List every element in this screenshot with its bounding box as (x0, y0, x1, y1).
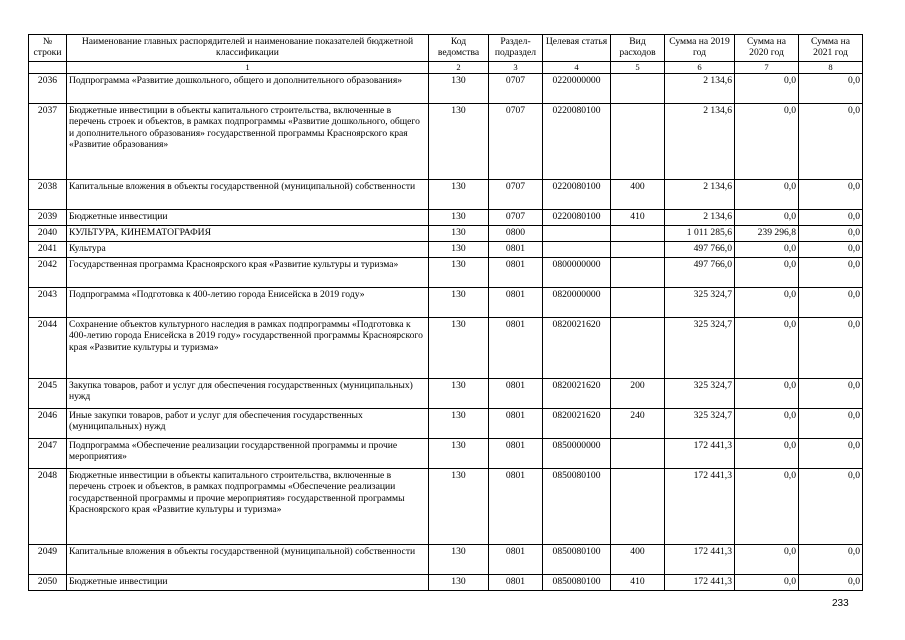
section-code: 0801 (489, 469, 543, 545)
row-number: 2045 (29, 379, 67, 409)
sum-2019: 172 441,3 (665, 575, 735, 591)
target-article: 0800000000 (543, 258, 611, 288)
row-number: 2042 (29, 258, 67, 288)
header-department-code: Код ведомства (429, 35, 489, 62)
sum-2021: 0,0 (799, 318, 863, 379)
department-code: 130 (429, 545, 489, 575)
sum-2020: 0,0 (735, 575, 799, 591)
header-section: Раздел-подраздел (489, 35, 543, 62)
row-number: 2041 (29, 242, 67, 258)
sum-2020: 0,0 (735, 242, 799, 258)
table-row (29, 258, 863, 288)
table-row (29, 210, 863, 226)
department-code: 130 (429, 575, 489, 591)
sum-2021: 0,0 (799, 180, 863, 210)
sum-2021: 0,0 (799, 469, 863, 545)
column-number: 3 (489, 62, 543, 74)
header-sum-2020: Сумма на 2020 год (735, 35, 799, 62)
expense-type (611, 226, 665, 242)
row-name: Бюджетные инвестиции (67, 210, 429, 226)
target-article: 0820021620 (543, 379, 611, 409)
department-code: 130 (429, 318, 489, 379)
department-code: 130 (429, 104, 489, 180)
sum-2021: 0,0 (799, 409, 863, 439)
row-name: Бюджетные инвестиции в объекты капитального строительства, включенные в перечень строек и объектов, в рамках подпрограммы «Обеспечение реализации государственной программы и прочие мероприятия» государственной программы Красноярского края «Развитие культуры и туризма» (67, 469, 429, 545)
header-name: Наименование главных распорядителей и наименование показателей бюджетной классификации (67, 35, 429, 62)
section-code: 0801 (489, 575, 543, 591)
sum-2021: 0,0 (799, 545, 863, 575)
department-code: 130 (429, 242, 489, 258)
sum-2021: 0,0 (799, 104, 863, 180)
department-code: 130 (429, 469, 489, 545)
column-number: 4 (543, 62, 611, 74)
column-number: 7 (735, 62, 799, 74)
row-name: Закупка товаров, работ и услуг для обеспечения государственных (муниципальных) нужд (67, 379, 429, 409)
department-code: 130 (429, 409, 489, 439)
sum-2021: 0,0 (799, 258, 863, 288)
row-name: Капитальные вложения в объекты государственной (муниципальной) собственности (67, 180, 429, 210)
column-number: 5 (611, 62, 665, 74)
expense-type (611, 104, 665, 180)
row-name: Культура (67, 242, 429, 258)
sum-2020: 0,0 (735, 180, 799, 210)
target-article: 0220080100 (543, 210, 611, 226)
sum-2019: 325 324,7 (665, 318, 735, 379)
row-number: 2038 (29, 180, 67, 210)
section-code: 0801 (489, 258, 543, 288)
budget-table (28, 34, 863, 591)
sum-2021: 0,0 (799, 210, 863, 226)
target-article: 0850080100 (543, 469, 611, 545)
table-row (29, 469, 863, 545)
row-number: 2039 (29, 210, 67, 226)
section-code: 0801 (489, 318, 543, 379)
row-number: 2048 (29, 469, 67, 545)
section-code: 0801 (489, 409, 543, 439)
target-article: 0850000000 (543, 439, 611, 469)
row-number: 2037 (29, 104, 67, 180)
expense-type (611, 258, 665, 288)
section-code: 0707 (489, 74, 543, 104)
department-code: 130 (429, 226, 489, 242)
table-row (29, 226, 863, 242)
row-name: Подпрограмма «Развитие дошкольного, общего и дополнительного образования» (67, 74, 429, 104)
target-article: 0220080100 (543, 180, 611, 210)
row-number: 2046 (29, 409, 67, 439)
sum-2020: 0,0 (735, 104, 799, 180)
expense-type (611, 242, 665, 258)
table-row (29, 409, 863, 439)
sum-2021: 0,0 (799, 288, 863, 318)
table-row (29, 242, 863, 258)
sum-2019: 172 441,3 (665, 469, 735, 545)
sum-2019: 325 324,7 (665, 288, 735, 318)
department-code: 130 (429, 439, 489, 469)
row-name: Бюджетные инвестиции (67, 575, 429, 591)
section-code: 0801 (489, 288, 543, 318)
sum-2020: 0,0 (735, 288, 799, 318)
table-row (29, 180, 863, 210)
sum-2019: 1 011 285,6 (665, 226, 735, 242)
sum-2020: 0,0 (735, 258, 799, 288)
table-row (29, 379, 863, 409)
sum-2020: 0,0 (735, 74, 799, 104)
row-name: Подпрограмма «Обеспечение реализации государственной программы и прочие мероприятия» (67, 439, 429, 469)
row-name: Подпрограмма «Подготовка к 400-летию города Енисейска в 2019 году» (67, 288, 429, 318)
column-number: 6 (665, 62, 735, 74)
section-code: 0707 (489, 104, 543, 180)
sum-2019: 2 134,6 (665, 180, 735, 210)
expense-type: 410 (611, 575, 665, 591)
expense-type (611, 74, 665, 104)
column-number: 1 (67, 62, 429, 74)
section-code: 0707 (489, 210, 543, 226)
target-article: 0820000000 (543, 288, 611, 318)
expense-type (611, 439, 665, 469)
row-number: 2050 (29, 575, 67, 591)
row-number: 2044 (29, 318, 67, 379)
row-name: Иные закупки товаров, работ и услуг для обеспечения государственных (муниципальных) нужд (67, 409, 429, 439)
section-code: 0800 (489, 226, 543, 242)
sum-2019: 497 766,0 (665, 258, 735, 288)
expense-type: 240 (611, 409, 665, 439)
row-name: Сохранение объектов культурного наследия в рамках подпрограммы «Подготовка к 400-летию города Енисейска в 2019 году» государственной программы Красноярского края «Развитие культуры и туризма» (67, 318, 429, 379)
expense-type (611, 318, 665, 379)
expense-type: 400 (611, 545, 665, 575)
sum-2019: 325 324,7 (665, 379, 735, 409)
section-code: 0801 (489, 545, 543, 575)
column-number: 2 (429, 62, 489, 74)
column-number: 8 (799, 62, 863, 74)
table-row (29, 104, 863, 180)
sum-2020: 0,0 (735, 545, 799, 575)
sum-2021: 0,0 (799, 242, 863, 258)
column-number-row (29, 62, 863, 74)
sum-2021: 0,0 (799, 379, 863, 409)
column-number (29, 62, 67, 74)
department-code: 130 (429, 180, 489, 210)
sum-2019: 2 134,6 (665, 74, 735, 104)
row-number: 2049 (29, 545, 67, 575)
expense-type: 410 (611, 210, 665, 226)
sum-2021: 0,0 (799, 74, 863, 104)
table-row (29, 318, 863, 379)
table-row (29, 545, 863, 575)
table-row (29, 439, 863, 469)
sum-2021: 0,0 (799, 575, 863, 591)
sum-2019: 172 441,3 (665, 545, 735, 575)
header-sum-2019: Сумма на 2019 год (665, 35, 735, 62)
department-code: 130 (429, 74, 489, 104)
page-number: 233 (832, 598, 849, 609)
sum-2020: 0,0 (735, 318, 799, 379)
target-article: 0220080100 (543, 104, 611, 180)
expense-type (611, 469, 665, 545)
header-sum-2021: Сумма на 2021 год (799, 35, 863, 62)
table-row (29, 288, 863, 318)
row-number: 2047 (29, 439, 67, 469)
sum-2020: 0,0 (735, 439, 799, 469)
target-article: 0820021620 (543, 318, 611, 379)
sum-2020: 0,0 (735, 379, 799, 409)
target-article (543, 226, 611, 242)
header-target-article: Целевая статья (543, 35, 611, 62)
sum-2020: 239 296,8 (735, 226, 799, 242)
target-article: 0850080100 (543, 575, 611, 591)
table-row (29, 74, 863, 104)
row-number: 2043 (29, 288, 67, 318)
target-article: 0220000000 (543, 74, 611, 104)
section-code: 0707 (489, 180, 543, 210)
department-code: 130 (429, 379, 489, 409)
sum-2021: 0,0 (799, 226, 863, 242)
target-article (543, 242, 611, 258)
sum-2019: 2 134,6 (665, 210, 735, 226)
table-row (29, 575, 863, 591)
target-article: 0850080100 (543, 545, 611, 575)
row-name: Государственная программа Красноярского края «Развитие культуры и туризма» (67, 258, 429, 288)
header-expense-type: Вид расходов (611, 35, 665, 62)
sum-2020: 0,0 (735, 210, 799, 226)
sum-2020: 0,0 (735, 469, 799, 545)
row-number: 2040 (29, 226, 67, 242)
sum-2020: 0,0 (735, 409, 799, 439)
department-code: 130 (429, 288, 489, 318)
sum-2019: 325 324,7 (665, 409, 735, 439)
target-article: 0820021620 (543, 409, 611, 439)
sum-2021: 0,0 (799, 439, 863, 469)
section-code: 0801 (489, 439, 543, 469)
sum-2019: 2 134,6 (665, 104, 735, 180)
header-row (29, 35, 863, 62)
table-body (29, 74, 863, 591)
expense-type: 400 (611, 180, 665, 210)
row-number: 2036 (29, 74, 67, 104)
header-row-number: № строки (29, 35, 67, 62)
expense-type (611, 288, 665, 318)
expense-type: 200 (611, 379, 665, 409)
row-name: Капитальные вложения в объекты государственной (муниципальной) собственности (67, 545, 429, 575)
row-name: КУЛЬТУРА, КИНЕМАТОГРАФИЯ (67, 226, 429, 242)
department-code: 130 (429, 258, 489, 288)
section-code: 0801 (489, 242, 543, 258)
department-code: 130 (429, 210, 489, 226)
section-code: 0801 (489, 379, 543, 409)
sum-2019: 172 441,3 (665, 439, 735, 469)
sum-2019: 497 766,0 (665, 242, 735, 258)
row-name: Бюджетные инвестиции в объекты капитального строительства, включенные в перечень строек и объектов, в рамках подпрограммы «Развитие дошкольного, общего и дополнительного образования» государственной программы Красноярского края «Развитие образования» (67, 104, 429, 180)
